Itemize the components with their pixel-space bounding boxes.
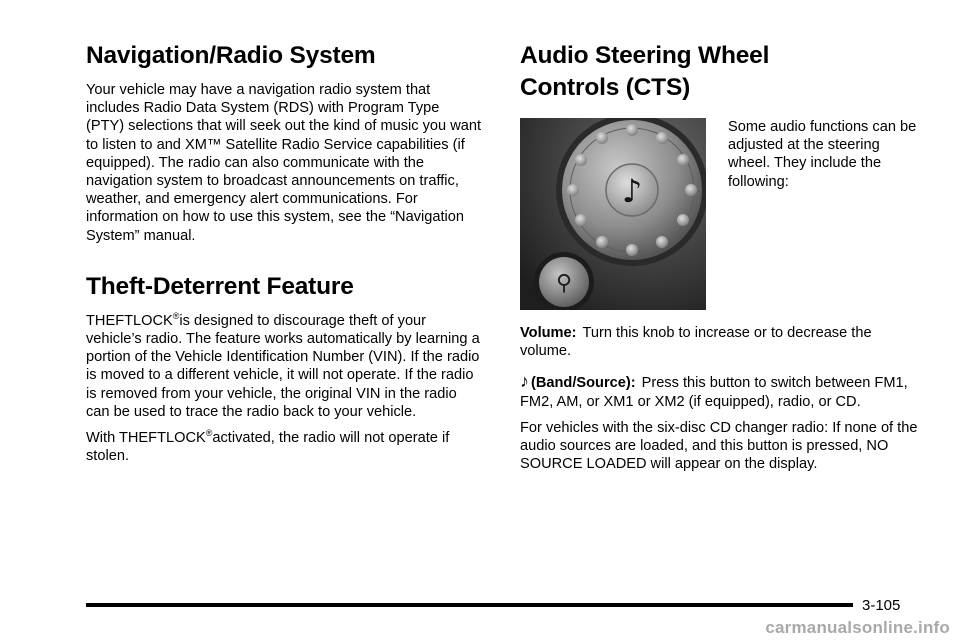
registered-mark: ® xyxy=(172,310,180,321)
voice-button-icon: ⚲ xyxy=(555,271,573,296)
theftlock-activated-start: With THEFTLOCK xyxy=(86,430,206,447)
audio-controls-heading-line1: Audio Steering Wheel xyxy=(520,42,770,69)
volume-description: Turn this knob to increase or to decrease the volume. xyxy=(520,325,872,360)
figure-row xyxy=(520,118,920,324)
theftlock-brand: THEFTLOCK xyxy=(86,312,173,329)
volume-paragraph xyxy=(520,324,920,360)
music-note-icon: ♪ xyxy=(520,371,529,392)
six-disc-paragraph: For vehicles with the six-disc CD changer radio: If none of the audio sources are loaded, and this button is pressed, NO SOURCE LOADED will appear on the display. xyxy=(520,419,918,473)
watermark: carmanualsonline.info xyxy=(765,618,950,637)
audio-intro-text: Some audio functions can be adjusted at the steering wheel. They include the following: xyxy=(728,119,917,190)
audio-controls-heading xyxy=(520,40,920,104)
nav-radio-paragraph: Your vehicle may have a navigation radio system that includes Radio Data System (RDS) with Program Type (PTY) selections that will seek out the kind of music you want to listen to and XM™ Satellite Radio Service capabilities (if equipped). The radio can also communicate with the navigation system to broadcast announcements on traffic, weather, and emergency alert communications. For information on how to use this system, see the “Navigation System” manual. xyxy=(86,82,482,244)
band-source-paragraph xyxy=(520,371,920,410)
footer-rule xyxy=(86,603,853,607)
theftlock-activated-paragraph xyxy=(86,429,481,465)
band-source-term: (Band/Source): xyxy=(531,375,636,392)
page-number: 3-105 xyxy=(862,597,901,614)
theft-deterrent-heading: Theft-Deterrent Feature xyxy=(86,272,354,300)
band-source-description: Press this button to switch between FM1, FM2, AM, or XM1 or XM2 (if equipped), radio, or CD. xyxy=(520,375,908,410)
band-source-icon: ♪ xyxy=(621,172,643,210)
steering-wheel-controls-illustration xyxy=(520,118,706,310)
right-column xyxy=(520,40,920,481)
theftlock-activated-rest: activated, the radio will not operate if stolen. xyxy=(86,430,450,465)
left-column xyxy=(86,40,486,473)
steering-wheel-controls-photo xyxy=(520,118,706,310)
nav-radio-heading: Navigation/Radio System xyxy=(86,42,376,69)
volume-term: Volume: xyxy=(520,325,577,341)
theftlock-description: is designed to discourage theft of your vehicle’s radio. The feature works automatically by learning a portion of the Vehicle Identification Number (VIN). If the radio is moved to a different vehicle, it will not operate. If the radio is removed from your vehicle, the original VIN in the radio can be used to trace the radio back to your vehicle. xyxy=(86,312,480,420)
theftlock-paragraph xyxy=(86,312,481,421)
registered-mark-2: ® xyxy=(205,428,213,439)
audio-controls-heading-line2: Controls (CTS) xyxy=(520,74,691,101)
